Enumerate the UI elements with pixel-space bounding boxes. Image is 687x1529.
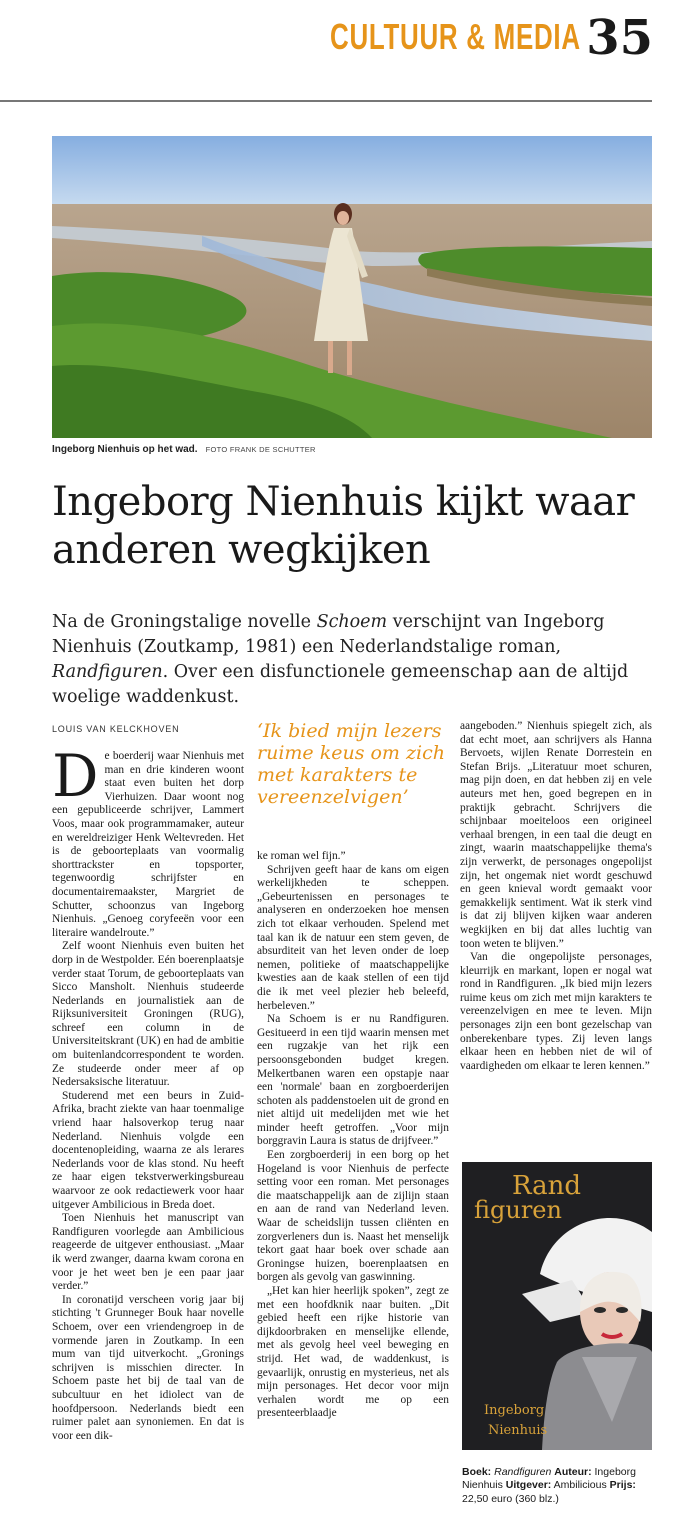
paragraph: Toen Nienhuis het manuscript van Randfiguren voorlegde aan Ambilicious reageerde de uitgever enthousiast. „Maar ik werd zwanger, daarna kwam corona en voor je het weet ben je een paar jaar verder.” <box>52 1212 244 1293</box>
paragraph: Studerend met een beurs in Zuid-Afrika, bracht ziekte van haar toenmalige vriend haar halsoverkop terug naar Nederland. Nienhuis volgde een docentenopleiding, waarna ze als lerares Nederlands voor de klas stond. Nu heeft ze haar eigen tekstverwerkingsbureau waarvoor ze ook redactiewerk voor haar uitgever Ambilicious in Breda doet. <box>52 1089 244 1211</box>
paragraph: Na Schoem is er nu Randfiguren. Gesitueerd in een tijd waarin mensen met een rugzakje van het rijk een persoonsgebonden budget kregen. Melkertbanen waren een opstapje naar een 'normale' baan en zorgboerderijen schoten als paddenstoelen uit de grond en niet altijd uit medelijden met wie het minder heeft getroffen. „Voor mijn borggravin Laura is status de drijfveer.” <box>257 1013 449 1148</box>
book-publisher: Ambilicious <box>553 1479 607 1492</box>
article-column-1 <box>52 742 245 1443</box>
article-author: LOUIS VAN KELCKHOVEN <box>52 724 180 734</box>
book-label: Boek: <box>462 1466 492 1478</box>
photo-caption <box>52 444 316 455</box>
intro-text: Na de Groningstalige novelle <box>52 612 317 632</box>
drop-cap: D <box>52 742 99 810</box>
intro-title-randfiguren: Randfiguren <box>52 662 163 682</box>
paragraph: Een zorgboerderij in een borg op het Hogeland is voor Nienhuis de perfecte setting voor een roman. Met personages die maatschappelijk aan de zijlijn staan en aan de rand van Nederland leven. Waar de scheidslijn tussen cliënten en zorgverleners dun is. Naast het menselijk tekort gaat haar boek over schade aan Groningse huizen, boerenplaatsen en borgen als gevolg van gaswinning. <box>257 1149 449 1284</box>
article-intro <box>52 610 650 710</box>
intro-text: verschijnt van Ingeborg Nienhuis (Zoutkamp, 1981) een Nederlandstalige roman, <box>52 612 605 657</box>
caption-text: Ingeborg Nienhuis op het wad. <box>52 444 198 455</box>
price-label: Prijs: <box>609 1479 636 1492</box>
cover-title-line-2: figuren <box>474 1196 562 1224</box>
cover-author-line-2: Nienhuis <box>488 1423 548 1438</box>
article-photo <box>52 136 652 438</box>
intro-title-schoem: Schoem <box>316 612 388 632</box>
cover-title-line-1: Rand <box>512 1171 582 1201</box>
photo-credit: FOTO FRANK DE SCHUTTER <box>205 445 316 454</box>
paragraph: aangeboden.” Nienhuis spiegelt zich, als dat echt moet, aan schrijvers als Hanna Bervoets, wijlen Renate Dorrestein en Stefan Brijs. „Literatuur moet schuren, mag pijn doen, en dat hebben zij en vele auteurs met hen, goed begrepen en in praktijk gebracht. Schrijvers die schijnbaar moeiteloos een origineel verhaal brengen, in een taal die deugt en zingt, waarin maatschappelijke thema's zijn verwerkt, de personages ongepolijst zijn, het ongemak niet wordt geschuwd en geen knieval wordt gemaakt voor gemakkelijk sentiment. Wat ik sterk vind is dat zij blijven kijken waar anderen wegkijken en bij dat alles luchtig van toon weten te blijven.” <box>460 720 652 950</box>
author-label: Auteur: <box>554 1466 592 1478</box>
book-price: 22,50 euro (360 blz.) <box>462 1492 559 1505</box>
page-number: 35 <box>586 10 653 66</box>
publisher-label: Uitgever: <box>505 1479 552 1492</box>
cover-author-line-1: Ingeborg <box>484 1403 545 1418</box>
article-column-3 <box>460 720 652 1073</box>
paragraph: „Het kan hier heerlijk spoken”, zegt ze met een hoofdknik naar buiten. „Dit gebied heeft een rijke historie van dijkdoorbraken en menselijke ellende, met als gevolg heel veel beweging en strijd. Het wad, de waddenkust, is gevaarlijk, onrustig en mysterieus, net als mijn personages. Het decor voor mijn verhalen wordt me op een presenteerblaadje <box>257 1285 449 1420</box>
book-cover-illustration <box>462 1162 652 1450</box>
paragraph <box>52 742 244 940</box>
book-info <box>462 1466 654 1506</box>
book-cover <box>462 1162 652 1450</box>
article-column-2 <box>257 850 449 1421</box>
article-headline: Ingeborg Nienhuis kijkt waar anderen wegkijken <box>52 479 635 573</box>
paragraph: In coronatijd verscheen vorig jaar bij stichting 't Grunneger Bouk haar novelle Schoem, over een vriendengroep in de vormende jaren in Zoutkamp. In een mum van tijd uitverkocht. „Gronings schrijven is misschien directer. In Schoem paste het bij de taal van de subcultuur en het idiolect van de hoofdpersoon. Nederlands biedt een ruimer palet aan synoniemen. En dat is voor een dik- <box>52 1293 244 1442</box>
paragraph: ke roman wel fijn.” <box>257 850 346 862</box>
paragraph: Schrijven geeft haar de kans om eigen werkelijkheden te scheppen. „Gebeurtenissen en personages te analyseren en onderzoeken hoe mensen zich tot elkaar verhouden. Spelend met taal kan ik de natuur een stem geven, de absurditeit van het leven onder de loep nemen, politieke of maatschappelijke kwesties aan de kaak stellen of een tijd die ik met veel plezier heb beleefd, herbeleven.” <box>257 863 449 1012</box>
pull-quote: ‘Ik bied mijn lezers ruime keus om zich met karakters te vereenzelvigen’ <box>257 720 445 808</box>
book-title: Randfiguren <box>494 1466 552 1478</box>
book-author: Ingeborg Nienhuis <box>462 1466 636 1492</box>
section-title: CULTUUR & MEDIA <box>330 16 581 57</box>
paragraph-text: e boerderij waar Nienhuis met man en drie kinderen woont staat even buiten het dorp Vierhuizen. Daar woont nog een gepubliceerde schrijver, Lammert Voos, maar ook programmamaker, auteur en wereldreiziger Henk Weltevreden. Het is de geboorteplaats van voormalig shorttrackster en topsporter, tegenwoordig schrijfster en documentairemaakster, Margriet de Schutter, schoonzus van Ingeborg Nienhuis. „Genoeg coryfeeën voor een literaire wandelroute.” <box>52 750 244 939</box>
paragraph: Zelf woont Nienhuis even buiten het dorp in de Westpolder. Eén boerenplaatsje verder staat Torum, de geboorteplaats van Sicco Mansholt. Nienhuis studeerde Nederlands en journalistiek aan de Rijksuniversiteit Groningen (RUG), schreef een column in de Universiteitskrant (UK) en had de ambitie om buitenlandcorrespondent te worden. Ze studeerde onder meer af op Nedersaksische literatuur. <box>52 940 245 1089</box>
header-rule <box>0 100 652 102</box>
paragraph: Van die ongepolijste personages, kleurrijk en markant, lopen er nogal wat rond in Randfiguren. „Ik bied mijn lezers ruime keus om zich met mijn karakters te vereenzelvigen en mee te leven. Mijn personages zijn een bont gezelschap van onberekenbare types. Zij leven langs elkaar heen en hebben niet de wil of vaardigheden om elkaar te leren kennen.” <box>460 951 652 1072</box>
intro-text: . Over een disfunctionele gemeenschap aan de altijd woelige waddenkust. <box>52 662 629 707</box>
wadden-photo-illustration <box>52 136 652 438</box>
